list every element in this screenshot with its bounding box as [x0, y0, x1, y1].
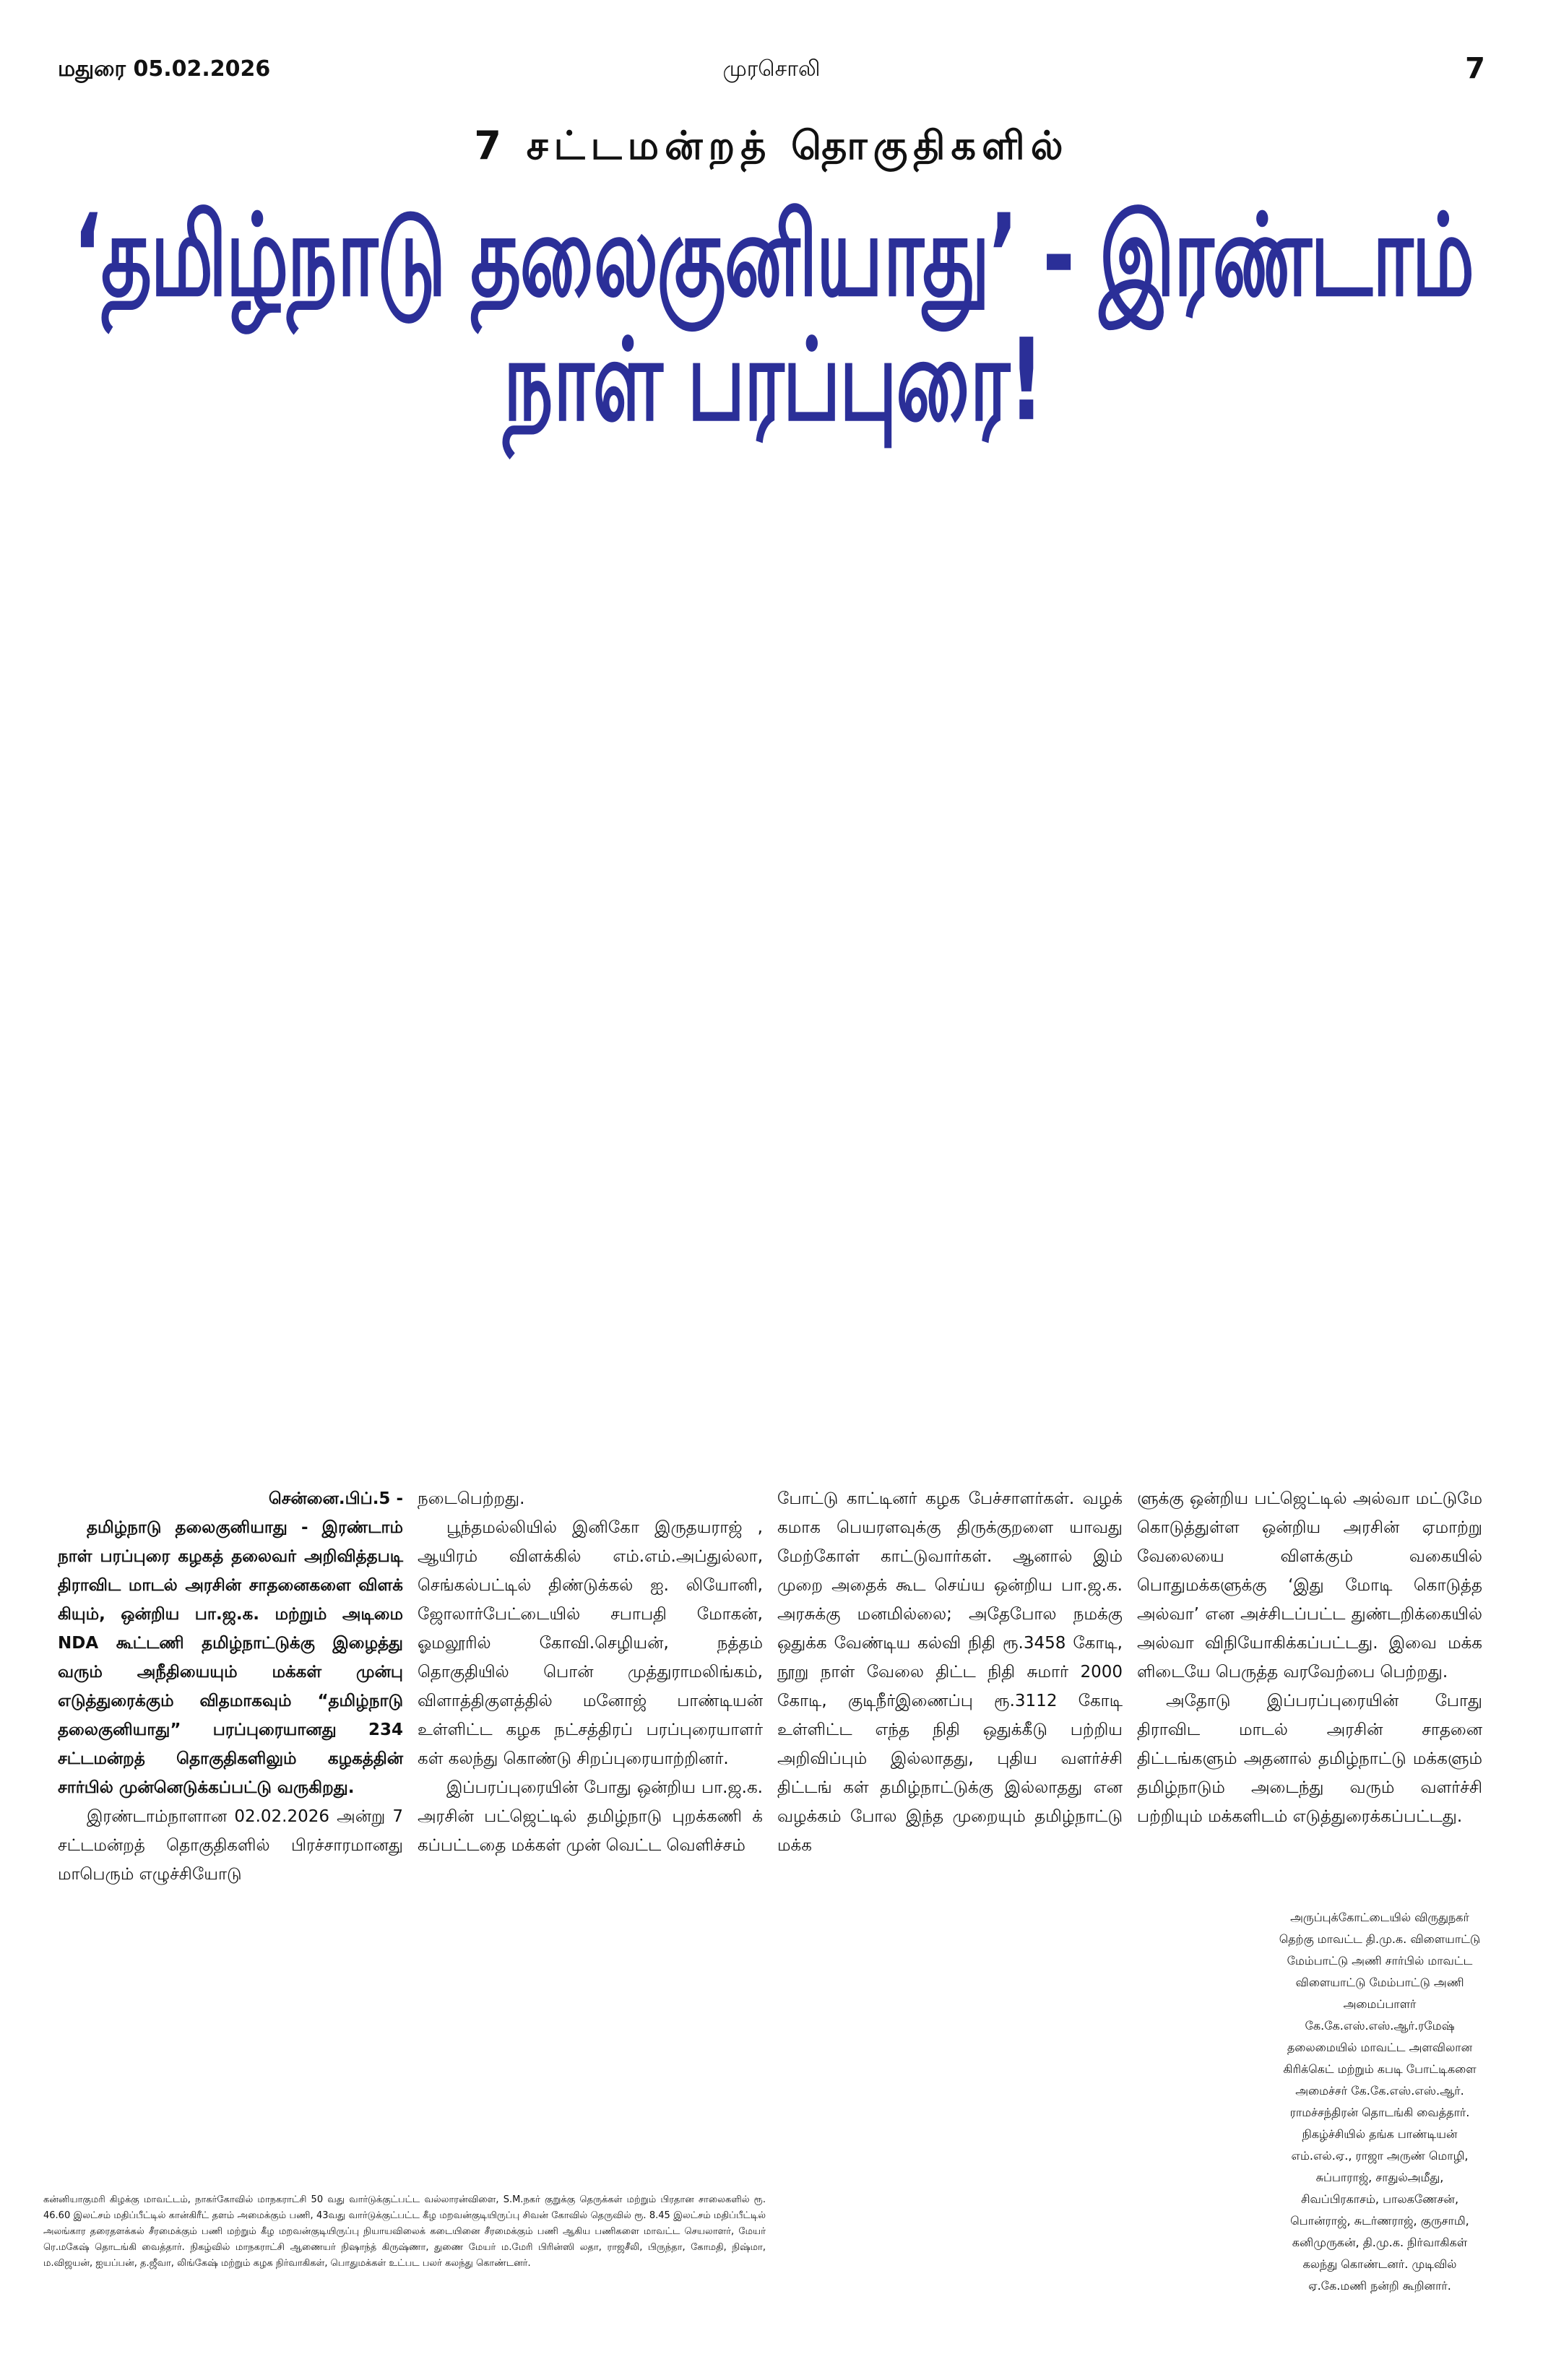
article-paragraph: ளுக்கு ஒன்றிய பட்ஜெட்டில் அல்வா மட்டுமே கொடுத்துள்ள ஒன்றிய அரசின் ஏமாற்று வேலையை விளக்கும் வகையில் பொதுமக்களுக்கு ‘இது மோடி கொடுத்த அல்வா’ என அச்சிடப்பட்ட துண்டறிக்கையில் அல்வா விநியோகிக்கப்பட்டது. இவை மக்க ளிடையே பெருத்த வரவேற்பை பெற்றது.	[1137, 1489, 1482, 1682]
article-paragraph: இப்பரப்புரையின் போது ஒன்றிய பா.ஜ.க. அரசின் பட்ஜெட்டில் தமிழ்நாடு புறக்கணி க் கப்பட்டதை மக்கள் முன் வெட்ட வெளிச்சம்	[418, 1778, 763, 1855]
article-lede: தமிழ்நாடு தலைகுனியாது - இரண்டாம் நாள் பரப்புரை கழகத் தலைவர் அறிவித்தபடி திராவிட மாடல் அரசின் சாதனைகளை விளக் கியும், ஒன்றிய பா.ஜ.க. மற்றும் அடிமை NDA கூட்டணி தமிழ்நாட்டுக்கு இழைத்து வரும் அநீதியையும் மக்கள் முன்பு எடுத்துரைக்கும் விதமாகவும் “தமிழ்நாடு தலைகுனியாது” பரப்புரையானது 234 சட்டமன்றத் தொகுதிகளிலும் கழகத்தின் சார்பில் முன்னெடுக்கப்பட்டு வருகிறது.	[58, 1518, 403, 1797]
article-column-2	[418, 1484, 763, 1860]
article-paragraph: அதோடு இப்பரப்புரையின் போது திராவிட மாடல் அரசின் சாதனை திட்டங்களும் அதனால் தமிழ்நாட்டு மக்களும் தமிழ்நாடும் அடைந்து வரும் வளர்ச்சி பற்றியும் மக்களிடம் எடுத்துரைக்கப்பட்டது.	[1137, 1692, 1482, 1826]
article-column-1	[58, 1484, 403, 1889]
article-paragraph: பூந்தமல்லியில் இனிகோ இருதயராஜ் , ஆயிரம் விளக்கில் எம்.எம்.அப்துல்லா, செங்கல்பட்டில் திண்டுக்கல் ஐ. லியோனி, ஜோலார்பேட்டையில் சபாபதி மோகன், ஓமலூரில் கோவி.செழியன், நத்தம் தொகுதியில் பொன் முத்துராமலிங்கம், விளாத்திகுளத்தில் மனோஜ் பாண்டியன் உள்ளிட்ட கழக நட்சத்திரப் பரப்புரையாளர் கள் கலந்து கொண்டு சிறப்புரையாற்றினர்.	[418, 1518, 763, 1768]
photo-caption-right: அருப்புக்கோட்டையில் விருதுநகர் தெற்கு மாவட்ட தி.மு.க. விளையாட்டு மேம்பாட்டு அணி சார்பில் மாவட்ட விளையாட்டு மேம்பாட்டு அணி அமைப்பாளர் கே.கே.எஸ்.எஸ்.ஆர்.ரமேஷ் தலைமையில் மாவட்ட அளவிலான கிரிக்கெட் மற்றும் கபடி போட்டிகளை அமைச்சர் கே.கே.எஸ்.எஸ்.ஆர். ராமச்சந்திரன் தொடங்கி வைத்தார். நிகழ்ச்சியில் தங்க பாண்டியன் எம்.எல்.ஏ., ராஜா அருண் மொழி, சுப்பாராஜ், சாதுல்அமீது, சிவப்பிரகாசம், பாலகணேசன், பொன்ராஜ், சுடர்ணராஜ், குருசாமி, கனிமுருகன், தி.மு.க. நிர்வாகிகள் கலந்து கொண்டனர். முடிவில் ஏ.கே.மணி நன்றி கூறினார்.	[1279, 1911, 1481, 2293]
photo-caption-bottom: கன்னியாகுமரி கிழக்கு மாவட்டம், நாகர்கோவில் மாநகராட்சி 50 வது வார்டுக்குட்பட்ட வல்லாரன்விளை, S.M.நகர் குறுக்கு தெருக்கள் மற்றும் பிரதான சாலைகளில் ரூ. 46.60 இலட்சம் மதிப்பீட்டில் கான்கிரீட் தளம் அமைக்கும் பணி, 43வது வார்டுக்குட்பட்ட கீழ மறவன்குடியிருப்பு சிவன் கோவில் தெருவில் ரூ. 8.45 இலட்சம் மதிப்பீட்டில் அலங்கார தரைதளக்கல் சீரமைக்கும் பணி மற்றும் கீழ மறவன்குடியிருப்பு நியாயவிலைக் கடையினை சீரமைக்கும் பணி ஆகிய பணிகளை மாவட்ட செயலாளர், மேயர் ரெ.மகேஷ் தொடங்கி வைத்தார். நிகழ்வில் மாநகராட்சி ஆணையர் நிஷாந்த் கிருஷ்ணா, துணை மேயர் ம.மேரி பிரின்ஸி லதா, ராஜசீலி, பிருந்தா, கோமதி, நிஷ்மா, ம.விஜயன், ஐயப்பன், த.ஜீவா, லிங்கேஷ் மற்றும் கழக நிர்வாகிகள், பொதுமக்கள் உட்பட பலர் கலந்து கொண்டனர்.	[43, 2194, 766, 2269]
article-column-4	[1137, 1484, 1482, 1831]
main-headline: ‘தமிழ்நாடு தலைகுனியாது’ - இரண்டாம் நாள் பரப்புரை!	[72, 191, 1474, 446]
article-paragraph: போட்டு காட்டினர் கழக பேச்சாளர்கள். வழக் கமாக பெயரளவுக்கு திருக்குறளை யாவது மேற்கோள் காட்டுவார்கள். ஆனால் இம் முறை அதைக் கூட செய்ய ஒன்றிய பா.ஜ.க. அரசுக்கு மனமில்லை; அதேபோல நமக்கு ஒதுக்க வேண்டிய கல்வி நிதி ரூ.3458 கோடி, நூறு நாள் வேலை திட்ட நிதி சுமார் 2000 கோடி, குடிநீர்இணைப்பு ரூ.3112 கோடி உள்ளிட்ட எந்த நிதி ஒதுக்கீடு பற்றிய அறிவிப்பும் இல்லாதது, புதிய வளர்ச்சி திட்டங் கள் தமிழ்நாட்டுக்கு இல்லாதது என வழக்கம் போல இந்த முறையும் தமிழ்நாட்டு மக்க	[777, 1489, 1123, 1855]
article-column-3	[777, 1484, 1123, 1860]
page-number: 7	[1465, 52, 1485, 85]
dateline: சென்னை.பிப்.5 -	[268, 1489, 403, 1508]
kicker-headline: 7 சட்டமன்றத் தொகுதிகளில்	[474, 123, 1069, 168]
paper-name: முரசொலி	[722, 56, 821, 82]
place-date: மதுரை 05.02.2026	[58, 56, 271, 82]
article-paragraph: நடைபெற்றது.	[418, 1489, 525, 1508]
article-paragraph: இரண்டாம்நாளான 02.02.2026 அன்று 7 சட்டமன்றத் தொகுதிகளில் பிரச்சாரமானது மாபெரும் எழுச்சியோடு	[58, 1807, 403, 1884]
